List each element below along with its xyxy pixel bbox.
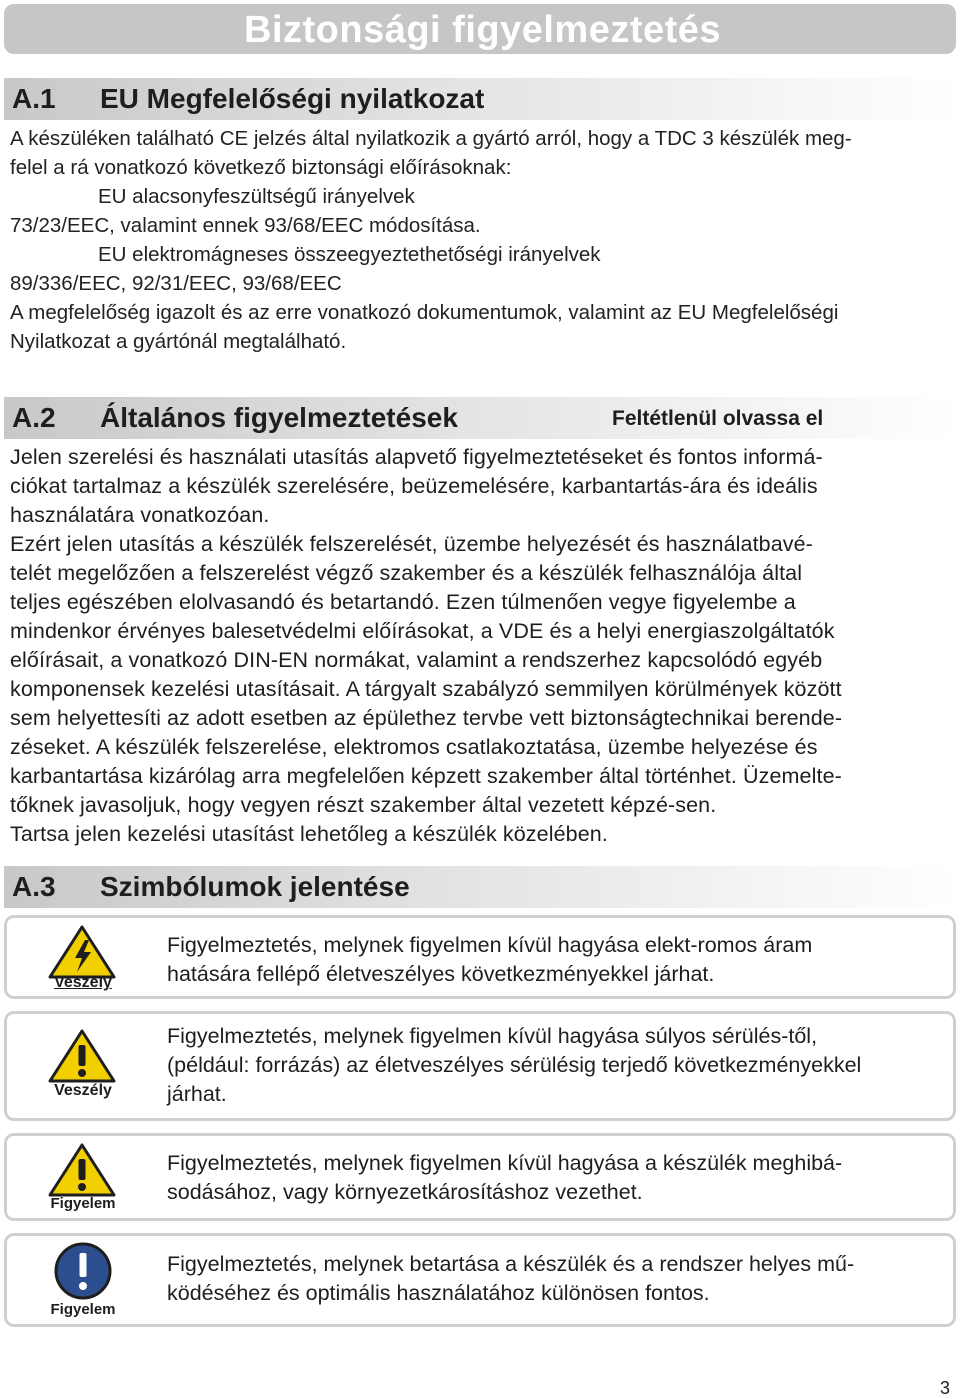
- paragraph-line: 89/336/EEC, 92/31/EEC, 93/68/EEC: [10, 272, 342, 295]
- page-number: 3: [940, 1378, 951, 1398]
- description-line: hatására fellépő életveszélyes következményekkel járhat.: [167, 962, 715, 986]
- section-a1-body: [10, 124, 954, 356]
- description-line: (például: forrázás) az életveszélyes sérülésig terjedő következményekkel: [167, 1053, 862, 1077]
- symbol-caption: Veszély: [54, 974, 112, 991]
- paragraph-line: EU elektromágneses összeegyeztethetőségi irányelvek: [98, 243, 601, 266]
- paragraph-line: használatára vonatkozóan.: [10, 503, 270, 527]
- paragraph-line: telét megelőzően a felszerelést végző szakember és a készülék felhasználója által: [10, 561, 803, 585]
- description-line: Figyelmeztetés, melynek figyelmen kívül hagyása a készülék meghibá-: [167, 1151, 843, 1175]
- section-a3-header: [4, 866, 956, 908]
- symbol-description: [167, 1022, 957, 1109]
- paragraph-line: ciókat tartalmaz a készülék szerelésére, beüzemelésére, karbantartás-ára és ideális: [10, 474, 818, 498]
- info-exclamation-icon: [53, 1241, 113, 1306]
- symbol-description: [167, 1250, 957, 1308]
- paragraph-line: Tartsa jelen kezelési utasítást lehetőleg a készülék közelében.: [10, 822, 608, 846]
- paragraph-line: Nyilatkozat a gyártónál megtalálható.: [10, 330, 347, 353]
- symbol-row-caution: [4, 1133, 956, 1221]
- symbol-caption: Veszély: [54, 1082, 112, 1099]
- section-number: A.2: [12, 402, 56, 433]
- paragraph-line: mindenkor érvényes balesetvédelmi előírásokat, a VDE és a helyi energiaszolgáltatók: [10, 619, 835, 643]
- section-number: A.1: [12, 83, 56, 114]
- section-title: Szimbólumok jelentése: [100, 871, 410, 902]
- section-title: EU Megfelelőségi nyilatkozat: [100, 83, 485, 114]
- paragraph-line: tőknek javasoljuk, hogy vegyen részt szakember által vezetett képzé-sen.: [10, 793, 717, 817]
- description-line: ködéséhez és optimális használatához különösen fontos.: [167, 1281, 710, 1305]
- section-number: A.3: [12, 871, 56, 902]
- paragraph-line: Ezért jelen utasítás a készülék felszerelését, üzembe helyezését és használatbavé-: [10, 532, 813, 556]
- symbol-caption: Figyelem: [50, 1301, 116, 1318]
- danger-exclamation-icon: [47, 1028, 117, 1089]
- description-line: Figyelmeztetés, melynek betartása a készülék és a rendszer helyes mű-: [167, 1252, 855, 1276]
- symbol-caption: Figyelem: [50, 1195, 116, 1212]
- paragraph-line: EU alacsonyfeszültségű irányelvek: [98, 185, 415, 208]
- description-line: Figyelmeztetés, melynek figyelmen kívül hagyása elekt-romos áram: [167, 933, 813, 957]
- paragraph-line: komponensek kezelési utasításait. A tárgyalt szabályzó semmilyen körülmények között: [10, 677, 842, 701]
- paragraph-line: karbantartása kizárólag arra megfelelően képzett szakember által történhet. Üzemelte-: [10, 764, 842, 788]
- section-note: Feltétlenül olvassa el: [612, 407, 824, 430]
- paragraph-line: A készüléken található CE jelzés által nyilatkozik a gyártó arról, hogy a TDC 3 készülék meg-: [10, 127, 852, 150]
- paragraph-line: zéseket. A készülék felszerelése, elektromos csatlakoztatása, üzembe helyezése és: [10, 735, 818, 759]
- paragraph-line: sem helyettesíti az adott esetben az épülethez tervbe vett biztonságtechnikai berende-: [10, 706, 843, 730]
- paragraph-line: felel a rá vonatkozó következő biztonsági előírásoknak:: [10, 156, 512, 179]
- paragraph-line: Jelen szerelési és használati utasítás alapvető figyelmeztetéseket és fontos informá-: [10, 445, 823, 469]
- section-a1-header: [4, 78, 956, 120]
- paragraph-line: előírásait, a vonatkozó DIN-EN normákat, valamint a rendszerhez kapcsolódó egyéb: [10, 648, 823, 672]
- symbol-row-electric-danger: [4, 915, 956, 999]
- paragraph-line: A megfelelőség igazolt és az erre vonatkozó dokumentumok, valamint az EU Megfelelőségi: [10, 301, 839, 324]
- symbol-description: [167, 1149, 957, 1207]
- caution-exclamation-icon: [47, 1142, 117, 1203]
- paragraph-line: 73/23/EEC, valamint ennek 93/68/EEC módosítása.: [10, 214, 481, 237]
- description-line: járhat.: [167, 1082, 227, 1106]
- symbol-description: [167, 931, 957, 989]
- paragraph-line: teljes egészében elolvasandó és betartandó. Ezen túlmenően vegye figyelembe a: [10, 590, 796, 614]
- symbol-row-injury-danger: [4, 1011, 956, 1121]
- page-title: Biztonsági figyelmeztetés: [244, 9, 722, 51]
- section-a2-body: [10, 443, 954, 849]
- description-line: sodásához, vagy környezetkárosításhoz vezethet.: [167, 1180, 643, 1204]
- section-title: Általános figyelmeztetések: [100, 402, 458, 433]
- symbol-row-important: [4, 1233, 956, 1327]
- page-header: [4, 4, 956, 54]
- description-line: Figyelmeztetés, melynek figyelmen kívül hagyása súlyos sérülés-től,: [167, 1024, 818, 1048]
- section-a2-header: [4, 397, 956, 439]
